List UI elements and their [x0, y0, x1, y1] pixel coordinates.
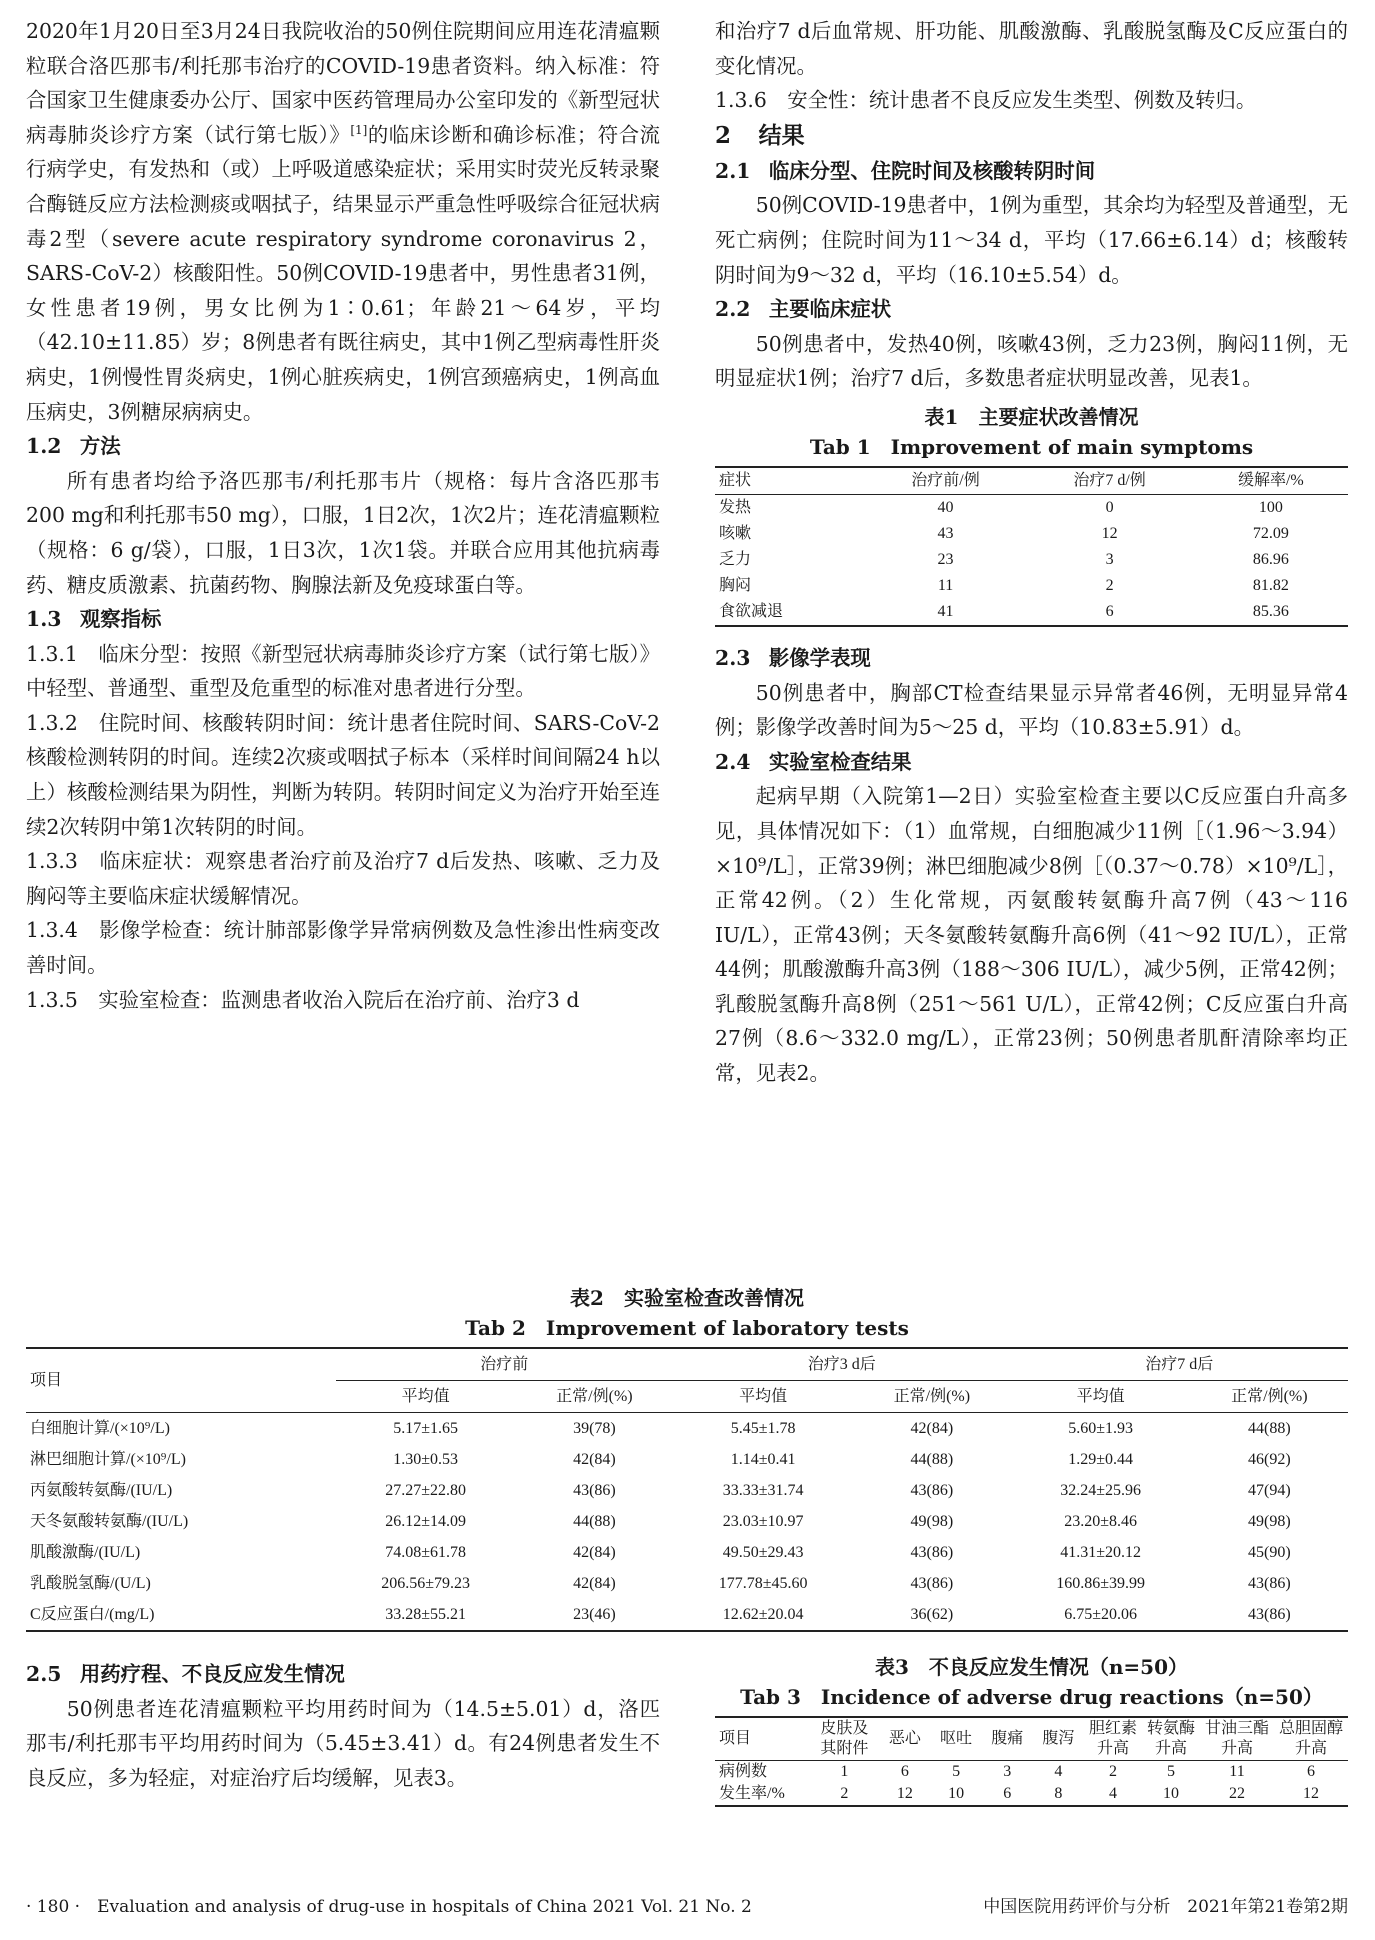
table-cell: 43(86) [910, 1482, 954, 1499]
table-cell: 23(46) [573, 1606, 616, 1623]
table-header-cell: 转氨酶升高 [1146, 1720, 1195, 1757]
table-cell: 39(78) [573, 1420, 616, 1437]
table-cell: 胸闷 [719, 576, 752, 594]
table-cell: 12 [1303, 1785, 1319, 1802]
table-cell: 6 [900, 1763, 909, 1780]
table-cell: 47(94) [1248, 1482, 1291, 1499]
table-cell: 26.12±14.09 [385, 1513, 467, 1530]
table-header-cell: 治疗7 d/例 [1073, 471, 1146, 489]
table-cell: 6 [1307, 1763, 1315, 1780]
table-cell: 42(84) [573, 1575, 616, 1592]
text-span: 用药疗程、不良反应发生情况 [79, 1662, 345, 1686]
table-cell: 23 [937, 550, 954, 568]
table-cell: 1 [840, 1763, 849, 1780]
table-cell: 41.31±20.12 [1060, 1544, 1141, 1561]
paragraph-2-3: 50例患者中，胸部CT检查结果显示异常者46例，无明显异常4例；影像学改善时间为5～25 d，平均（10.83±5.91）d。 [715, 680, 1348, 740]
paragraph-1-3-5-continued: 和治疗7 d后血常规、肝功能、肌酸激酶、乳酸脱氢酶及C反应蛋白的变化情况。 [715, 19, 1348, 78]
paragraph-1-3-5: 1.3.5 实验室检查：监测患者收治入院后在治疗前、治疗3 d [26, 987, 580, 1012]
table-cell: 食欲减退 [719, 602, 784, 620]
table-cell: 10 [1163, 1785, 1179, 1802]
table-cell: 4 [1054, 1763, 1063, 1780]
table-cell: 10 [948, 1785, 965, 1802]
text-span: 结果 [758, 121, 805, 149]
table-cell: 72.09 [1252, 524, 1289, 542]
text-span: 1.3 [26, 607, 62, 632]
table-1-caption-cn: 表1 主要症状改善情况 [924, 404, 1139, 429]
table-cell: 22 [1229, 1785, 1245, 1802]
table-header-cell: 总胆固醇升高 [1278, 1720, 1343, 1757]
table-cell: 206.56±79.23 [381, 1575, 471, 1592]
table-cell: 49(98) [1248, 1513, 1291, 1530]
table-cell: 11 [937, 576, 954, 594]
text-span: 临床分型、住院时间及核酸转阴时间 [768, 158, 1096, 183]
table-3-caption-cn: 表3 不良反应发生情况（n=50） [874, 1655, 1189, 1679]
table-row [26, 1413, 1348, 1445]
table-header-cell: 项目 [26, 1348, 336, 1413]
footer-right: 中国医院用药评价与分析 2021年第21卷第2期 [983, 1897, 1348, 1917]
table-cell: 43 [937, 524, 954, 542]
table-cell: 44(88) [910, 1451, 954, 1468]
table-header-cell: 呕吐 [940, 1730, 973, 1747]
table-header-cell: 项目 [719, 1730, 752, 1747]
table-header-cell: 正常/例(%) [556, 1388, 633, 1405]
table-cell: 发热 [719, 498, 752, 516]
text-span: 2.2 [715, 297, 751, 322]
left-column [26, 14, 660, 1017]
table-cell: 乳酸脱氢酶/(U/L) [30, 1575, 151, 1592]
table-cell: 病例数 [719, 1763, 768, 1780]
table-cell: 42(84) [573, 1451, 616, 1468]
table-row [715, 573, 1348, 599]
text-span: 2.5 [26, 1662, 62, 1686]
table-cell: 咳嗽 [719, 524, 752, 542]
table-row [26, 1537, 1348, 1568]
table-cell: 白细胞计算/(×10⁹/L) [30, 1420, 170, 1437]
table-cell: 丙氨酸转氨酶/(IU/L) [30, 1482, 173, 1499]
table-group-header: 治疗前 [336, 1348, 673, 1381]
text-span: 2.3 [715, 645, 751, 670]
table-cell: 3 [1003, 1763, 1012, 1780]
paragraph-1-3-1: 1.3.1 临床分型：按照《新型冠状病毒肺炎诊疗方案（试行第七版）》中轻型、普通型、重型及危重型的标准对患者进行分型。 [26, 641, 660, 701]
table-cell: 5 [952, 1763, 961, 1780]
table-row [26, 1475, 1348, 1506]
table-header-cell: 甘油三酯升高 [1204, 1720, 1269, 1757]
table-cell: 2 [840, 1785, 849, 1802]
table-row [26, 1444, 1348, 1475]
table-row [26, 1599, 1348, 1631]
table-cell: 1.29±0.44 [1068, 1451, 1133, 1468]
section-heading-2 [715, 118, 1348, 154]
paragraph-1-3-3: 1.3.3 临床症状：观察患者治疗前及治疗7 d后发热、咳嗽、乏力及胸闷等主要临床症状缓解情况。 [26, 849, 660, 908]
table-cell: 12 [896, 1785, 913, 1802]
table-cell: 177.78±45.60 [718, 1575, 808, 1592]
table-header-cell: 正常/例(%) [893, 1388, 971, 1405]
table-cell: 4 [1109, 1785, 1117, 1802]
paragraph-1-3-6: 1.3.6 安全性：统计患者不良反应发生类型、例数及转归。 [715, 88, 1257, 113]
table-cell: 86.96 [1252, 550, 1289, 568]
table-3-grid [715, 1716, 1348, 1807]
section-heading-2-3 [715, 641, 1348, 676]
table-cell: 85.36 [1252, 602, 1289, 620]
table-cell: 46(92) [1248, 1451, 1291, 1468]
text-span: 实验室检查结果 [768, 749, 912, 774]
table-cell: 49.50±29.43 [722, 1544, 804, 1561]
table-row [715, 1783, 1348, 1806]
table-cell: 44(88) [573, 1513, 616, 1530]
methods-paragraph: 所有患者均给予洛匹那韦/利托那韦片（规格：每片含洛匹那韦200 mg和利托那韦50 mg），口服，1日2次，1次2片；连花清瘟颗粒（规格：6 g/袋），口服，1日3次，1次1袋。并联合应用其他抗病毒药、糖皮质激素、抗菌药物、胸腺法新及免疫球蛋白等。 [26, 468, 660, 597]
table-header-cell: 治疗前/例 [911, 471, 980, 489]
table-2-grid [26, 1347, 1348, 1632]
section-heading-2-5 [26, 1657, 660, 1692]
table-cell: C反应蛋白/(mg/L) [30, 1606, 155, 1623]
table-cell: 1.30±0.53 [393, 1451, 459, 1468]
table-cell: 43(86) [910, 1575, 954, 1592]
paragraph-2-5: 50例患者连花清瘟颗粒平均用药时间为（14.5±5.01）d，洛匹那韦/利托那韦平均用药时间为（5.45±3.41）d。有24例患者发生不良反应，多为轻症，对症治疗后均缓解，见表3。 [26, 1696, 660, 1790]
text-span: 1.2 [26, 434, 62, 459]
table-cell: 乏力 [719, 550, 752, 568]
table-cell: 8 [1054, 1785, 1063, 1802]
table-cell: 1.14±0.41 [730, 1451, 796, 1468]
text-span: 2.4 [715, 749, 751, 774]
table-cell: 45(90) [1248, 1544, 1291, 1561]
paragraph-2-1: 50例COVID-19患者中，1例为重型，其余均为轻型及普通型，无死亡病例；住院时间为11～34 d，平均（17.66±6.14）d；核酸转阴时间为9～32 d，平均（16.10±5.54）d。 [715, 193, 1348, 287]
table-1-grid [715, 466, 1348, 627]
table-cell: 5 [1167, 1763, 1175, 1780]
paragraph-2-2: 50例患者中，发热40例，咳嗽43例，乏力23例，胸闷11例，无明显症状1例；治疗7 d后，多数患者症状明显改善，见表1。 [715, 331, 1348, 391]
section-heading-1-3 [26, 602, 660, 637]
table-2-caption-cn: 表2 实验室检查改善情况 [570, 1286, 804, 1310]
table-cell: 2 [1109, 1763, 1117, 1780]
table-row [715, 547, 1348, 573]
table-cell: 41 [937, 602, 954, 620]
table-1 [715, 402, 1348, 627]
table-cell: 23.03±10.97 [722, 1513, 804, 1530]
table-cell: 27.27±22.80 [385, 1482, 467, 1499]
table-cell: 43(86) [910, 1544, 954, 1561]
table-cell: 6 [1105, 602, 1114, 620]
table-cell: 42(84) [910, 1420, 954, 1437]
table-cell: 23.20±8.46 [1064, 1513, 1137, 1530]
table-cell: 12.62±20.04 [722, 1606, 804, 1623]
text-span: 影像学表现 [768, 645, 871, 670]
text-span: 方法 [79, 434, 121, 459]
table-cell: 43(86) [1248, 1606, 1291, 1623]
table-header-cell: 平均值 [1076, 1388, 1125, 1405]
table-3 [715, 1652, 1348, 1807]
table-2 [26, 1283, 1348, 1632]
table-cell: 肌酸激酶/(IU/L) [30, 1544, 141, 1561]
table-cell: 发生率/% [719, 1785, 785, 1802]
table-header-cell: 缓解率/% [1237, 471, 1304, 489]
table-header-cell: 正常/例(%) [1231, 1388, 1308, 1405]
table-3-caption-en: Tab 3 Incidence of adverse drug reactions（n=50） [740, 1685, 1323, 1709]
table-cell: 32.24±25.96 [1060, 1482, 1141, 1499]
table-cell: 74.08±61.78 [385, 1544, 467, 1561]
table-cell: 160.86±39.99 [1056, 1575, 1145, 1592]
table-cell: 淋巴细胞计算/(×10⁹/L) [30, 1451, 186, 1468]
table-cell: 44(88) [1248, 1420, 1291, 1437]
table-header-cell: 腹痛 [991, 1730, 1024, 1747]
table-cell: 36(62) [910, 1606, 954, 1623]
table-header-cell: 腹泻 [1042, 1730, 1075, 1747]
table-cell: 81.82 [1252, 576, 1289, 594]
table-cell: 6.75±20.06 [1064, 1606, 1137, 1623]
table-row [26, 1568, 1348, 1599]
table-cell: 6 [1003, 1785, 1012, 1802]
table-row [26, 1506, 1348, 1537]
section-heading-2-2 [715, 292, 1348, 327]
table-1-caption-en: Tab 1 Improvement of main symptoms [809, 434, 1254, 459]
table-header-cell: 症状 [719, 471, 752, 489]
table-cell: 42(84) [573, 1544, 616, 1561]
intro-paragraph: 2020年1月20日至3月24日我院收治的50例住院期间应用连花清瘟颗粒联合洛匹那韦/利托那韦治疗的COVID-19患者资料。纳入标准：符合国家卫生健康委办公厅、国家中医药管理局办公室印发的《新型冠状病毒肺炎诊疗方案（试行第七版）》[1]的临床诊断和确诊标准；符合流行病学史，有发热和（或）上呼吸道感染症状；采用实时荧光反转录聚合酶链反应方法检测痰或咽拭子，结果显示严重急性呼吸综合征冠状病毒2型（severe acute respiratory syndrome coronavirus 2，SARS-CoV-2）核酸阳性。50例COVID-19患者中，男性患者31例，女性患者19例，男女比例为1∶0.61；年龄21～64岁，平均（42.10±11.85）岁；8例患者有既往病史，其中1例乙型病毒性肝炎病史，1例慢性胃炎病史，1例心脏疾病史，1例宫颈癌病史，1例高血压病史，3例糖尿病病史。 [26, 19, 660, 424]
footer-left: · 180 · Evaluation and analysis of drug-use in hospitals of China 2021 Vol. 21 No. 2 [26, 1897, 752, 1917]
table-row [715, 521, 1348, 547]
right-column [715, 14, 1348, 1091]
table-cell: 33.28±55.21 [385, 1606, 467, 1623]
table-cell: 33.33±31.74 [722, 1482, 804, 1499]
section-heading-1-2 [26, 429, 660, 464]
table-group-header: 治疗3 d后 [673, 1348, 1010, 1381]
reference-marker: [1] [350, 122, 368, 137]
table-cell: 天冬氨酸转氨酶/(IU/L) [30, 1513, 189, 1530]
text-span: 主要临床症状 [768, 297, 892, 322]
table-row [715, 494, 1348, 521]
table-cell: 100 [1258, 498, 1283, 516]
text-span: 2.1 [715, 158, 751, 183]
paragraph-1-3-2: 1.3.2 住院时间、核酸转阴时间：统计患者住院时间、SARS-CoV-2核酸检测转阴的时间。连续2次痰或咽拭子标本（采样时间间隔24 h以上）核酸检测结果为阴性，判断为转阴。转阴时间定义为治疗开始至连续2次转阴中第1次转阴的时间。 [26, 710, 660, 839]
table-cell: 40 [937, 498, 954, 516]
section-heading-2-1 [715, 154, 1348, 189]
table-cell: 2 [1105, 576, 1114, 594]
text-span: 观察指标 [79, 607, 162, 632]
table-header-cell: 胆红素升高 [1088, 1720, 1137, 1757]
table-header-cell: 恶心 [888, 1730, 921, 1747]
table-cell: 3 [1105, 550, 1114, 568]
table-cell: 0 [1105, 498, 1114, 516]
bottom-left-section [26, 1657, 660, 1795]
table-header-cell: 平均值 [739, 1388, 788, 1405]
table-cell: 43(86) [1248, 1575, 1291, 1592]
table-cell: 49(98) [910, 1513, 954, 1530]
paragraph-1-3-4: 1.3.4 影像学检查：统计肺部影像学异常病例数及急性渗出性病变改善时间。 [26, 918, 660, 978]
section-heading-2-4 [715, 745, 1348, 780]
table-cell: 11 [1229, 1763, 1245, 1780]
table-cell: 5.17±1.65 [393, 1420, 459, 1437]
table-header-cell: 平均值 [401, 1388, 450, 1405]
table-cell: 5.45±1.78 [730, 1420, 796, 1437]
table-cell: 43(86) [573, 1482, 616, 1499]
paragraph-2-4: 起病早期（入院第1—2日）实验室检查主要以C反应蛋白升高多见，具体情况如下：（1）血常规，白细胞减少11例［（1.96～3.94）×10⁹/L］，正常39例；淋巴细胞减少8例［（0.37～0.78）×10⁹/L］，正常42例。（2）生化常规，丙氨酸转氨酶升高7例（43～116 IU/L），正常43例；天冬氨酸转氨酶升高6例（41～92 IU/L），正常44例；肌酸激酶升高3例（188～306 IU/L），减少5例，正常42例；乳酸脱氢酶升高8例（251～561 U/L），正常42例；C反应蛋白升高27例（8.6～332.0 mg/L），正常23例；50例患者肌酐清除率均正常，见表2。 [715, 784, 1348, 1086]
table-header-cell: 皮肤及其附件 [820, 1720, 869, 1757]
table-cell: 12 [1101, 524, 1118, 542]
table-row [715, 599, 1348, 626]
table-group-header: 治疗7 d后 [1010, 1348, 1348, 1381]
text-span: 2 [715, 121, 732, 149]
table-row [715, 1761, 1348, 1784]
table-2-caption-en: Tab 2 Improvement of laboratory tests [465, 1316, 909, 1340]
table-cell: 5.60±1.93 [1068, 1420, 1133, 1437]
